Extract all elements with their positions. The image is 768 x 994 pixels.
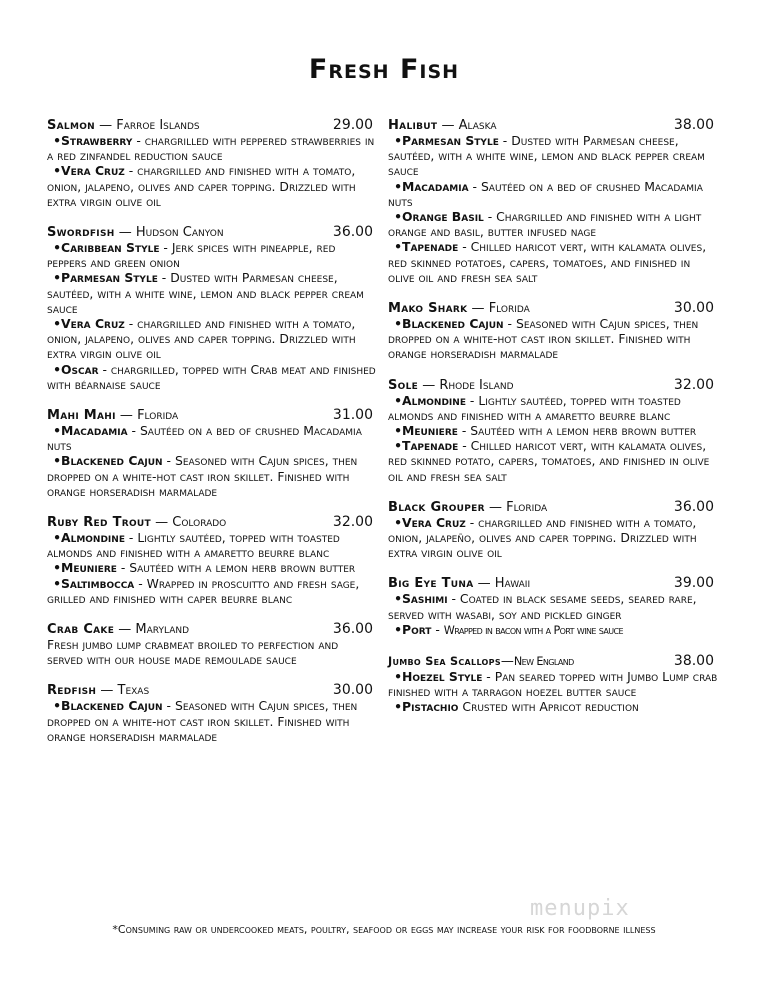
preparation-name: Oscar xyxy=(61,361,99,377)
preparation-description: Sautéed on a bed of crushed Macadamia nuts xyxy=(388,178,703,209)
menu-item-title xyxy=(388,378,514,393)
preparation-description: Seasoned with Cajun spices, then dropped on a white-hot cast iron skillet. Finished with orange horseradish marmalade xyxy=(388,316,699,362)
menu-item-crab-cake xyxy=(47,622,377,667)
menu-item-title xyxy=(47,225,224,240)
dash-separator: — xyxy=(467,301,489,317)
menu-item-price: 36.00 xyxy=(673,498,714,515)
preparation-description: chargrilled and finished with a tomato, onion, jalapeño, olives and caper topping. Drizzled with extra virgin olive oil xyxy=(388,514,697,561)
bullet-icon: • xyxy=(53,423,61,439)
bullet-icon: • xyxy=(394,316,402,332)
menu-item-origin: Farroe Islands xyxy=(116,118,200,133)
dash-separator: — xyxy=(96,683,118,699)
preparation-option-tapenade xyxy=(388,438,718,484)
dash-separator: — xyxy=(114,622,136,638)
bullet-icon: • xyxy=(394,669,402,685)
preparation-description: chargrilled, topped with Crab meat and finished with béarnaise sauce xyxy=(47,361,376,392)
preparation-option-sashimi xyxy=(388,591,718,621)
menu-item-name: Mako Shark xyxy=(388,301,468,317)
preparation-option-pistachio xyxy=(388,699,718,714)
preparation-option-strawberry xyxy=(47,133,377,163)
dash-separator: - xyxy=(124,163,138,179)
bullet-icon: • xyxy=(394,178,402,194)
preparation-name: Macadamia xyxy=(402,178,469,194)
preparation-option-port xyxy=(388,622,718,638)
preparation-name: Tapenade xyxy=(402,438,459,454)
preparation-name: Tapenade xyxy=(402,239,459,255)
menu-item-header xyxy=(47,683,377,698)
menu-item-origin: Florida xyxy=(137,408,179,424)
preparation-option-vera-cruz xyxy=(47,163,377,209)
preparation-description: Dusted with Parmesan cheese, sautéed, with a white wine, lemon and black pepper cream sauce xyxy=(388,133,705,179)
preparation-option-saltimbocca xyxy=(47,576,377,606)
menu-item-name: Ruby Red Trout xyxy=(47,515,151,531)
dash-separator: — xyxy=(418,377,440,393)
menu-item-halibut xyxy=(388,118,718,285)
preparation-description: chargrilled with peppered strawberries in a red zinfandel reduction sauce xyxy=(47,133,375,164)
menu-item-price: 32.00 xyxy=(332,514,373,531)
bullet-icon: • xyxy=(394,133,402,148)
preparation-name: Meuniere xyxy=(61,560,117,576)
preparation-option-oscar xyxy=(47,362,377,392)
bullet-icon: • xyxy=(53,361,61,377)
preparation-option-macadamia xyxy=(47,423,377,453)
menu-item-origin: Maryland xyxy=(135,622,190,638)
menu-item-origin: Texas xyxy=(117,683,150,699)
preparation-name: Sashimi xyxy=(402,591,448,607)
preparation-description: Jerk spices with pineapple, red peppers and green onion xyxy=(47,240,336,271)
bullet-icon: • xyxy=(394,438,402,454)
preparation-name: Orange Basil xyxy=(402,209,484,225)
bullet-icon: • xyxy=(53,316,61,332)
dash-separator: - xyxy=(159,240,172,256)
bullet-icon: • xyxy=(53,530,61,546)
dash-separator: - xyxy=(124,530,138,546)
preparation-name: Vera Cruz xyxy=(61,163,125,179)
dash-separator: - xyxy=(162,453,175,469)
menu-item-title xyxy=(388,118,497,133)
menu-item-black-grouper xyxy=(388,500,718,561)
preparation-option-meuniere xyxy=(47,560,377,575)
dash-separator: — xyxy=(473,576,495,592)
preparation-description: Seasoned with Cajun spices, then dropped on a white-hot cast iron skillet. Finished with orange horseradish marmalade xyxy=(47,453,358,499)
dash-separator: - xyxy=(468,178,481,194)
preparation-option-vera-cruz xyxy=(47,316,377,362)
dash-separator: - xyxy=(465,514,479,530)
dash-separator: - xyxy=(134,575,147,591)
preparation-description: Sautéed on a bed of crushed Macadamia nuts xyxy=(47,423,362,454)
menu-item-name: Crab Cake xyxy=(47,622,115,638)
menu-item-origin: Hudson Canyon xyxy=(135,225,224,241)
menu-item-header xyxy=(388,378,718,393)
dash-separator: — xyxy=(484,499,507,515)
menu-item-name: Big Eye Tuna xyxy=(388,576,474,592)
dash-separator: - xyxy=(157,270,171,286)
bullet-icon: • xyxy=(394,239,402,255)
page-title: Fresh Fish xyxy=(308,54,460,85)
preparation-name: Strawberry xyxy=(61,133,133,148)
menu-item-sole xyxy=(388,378,718,484)
preparation-option-vera-cruz xyxy=(388,515,718,561)
preparation-name: Caribbean Style xyxy=(61,240,160,256)
menu-item-title xyxy=(47,408,178,423)
menu-item-title xyxy=(47,683,149,698)
preparation-description: Crusted with Apricot reduction xyxy=(462,699,639,715)
preparation-name: Meuniere xyxy=(402,423,458,439)
menu-item-header xyxy=(388,500,718,515)
dash-separator: - xyxy=(458,239,471,255)
dash-separator: - xyxy=(498,133,512,148)
menu-item-price: 36.00 xyxy=(332,621,373,638)
preparation-description: chargrilled and finished with a tomato, onion, jalapeno, olives and caper topping. Drizzled with extra virgin olive oil xyxy=(47,316,356,362)
dash-separator: - xyxy=(127,423,140,439)
bullet-icon: • xyxy=(394,209,402,225)
dash-separator: - xyxy=(98,361,111,377)
menu-item-name: Jumbo Sea Scallops xyxy=(388,655,501,669)
dash-separator: — xyxy=(150,515,173,531)
menu-item-big-eye-tuna xyxy=(388,576,718,638)
preparation-name: Macadamia xyxy=(61,423,128,439)
dash-separator: - xyxy=(162,698,175,714)
menu-item-price: 31.00 xyxy=(332,407,373,424)
dash-separator: — xyxy=(115,408,138,424)
preparation-name: Almondine xyxy=(402,392,466,408)
menu-item-origin: Hawaii xyxy=(494,576,531,592)
preparation-option-almondine xyxy=(47,530,377,560)
dash-separator: — xyxy=(437,118,459,133)
preparation-option-macadamia xyxy=(388,179,718,209)
menu-item-header xyxy=(388,576,718,591)
preparation-option-caribbean-style xyxy=(47,240,377,270)
bullet-icon: • xyxy=(53,163,61,179)
bullet-icon: • xyxy=(53,240,61,256)
menu-item-title xyxy=(388,576,530,591)
preparation-name: Vera Cruz xyxy=(402,514,466,530)
menu-item-header xyxy=(388,118,718,133)
menu-item-origin: Florida xyxy=(488,301,530,317)
dash-separator: - xyxy=(465,392,479,408)
preparation-description: Lightly sautéed, topped with toasted almonds and finished with a amaretto beurre blanc xyxy=(47,530,340,561)
menu-item-price: 30.00 xyxy=(332,682,373,699)
menu-item-price: 38.00 xyxy=(673,117,714,133)
menu-item-price: 30.00 xyxy=(673,300,714,317)
preparation-name: Blackened Cajun xyxy=(402,316,504,332)
dash-separator: - xyxy=(482,669,495,685)
preparation-description: Wrapped in proscuitto and fresh sage, grilled and finished with caper beurre blanc xyxy=(47,575,360,606)
menu-item-title xyxy=(388,301,530,316)
preparation-option-tapenade xyxy=(388,239,718,285)
preparation-description: Chargrilled and finished with a light orange and basil, butter infused nage xyxy=(388,209,702,240)
preparation-option-blackened-cajun xyxy=(47,698,377,744)
preparation-option-orange-basil xyxy=(388,209,718,239)
preparation-option-parmesan-style xyxy=(47,270,377,316)
preparation-name: Saltimbocca xyxy=(61,575,135,591)
dash-separator: — xyxy=(500,654,514,670)
menu-item-name: Sole xyxy=(388,377,419,393)
preparation-name: Almondine xyxy=(61,530,125,546)
menu-item-price: 36.00 xyxy=(332,224,373,241)
preparation-description: Wrapped in bacon with a Port wine sauce xyxy=(443,623,623,637)
dash-separator: - xyxy=(447,591,460,607)
menu-item-title xyxy=(47,118,200,133)
menu-item-name: Black Grouper xyxy=(388,499,485,515)
preparation-description: Coated in black sesame seeds, seared rare, served with wasabi, soy and pickled ginger xyxy=(388,591,697,622)
menu-item-header xyxy=(47,118,377,133)
bullet-icon: • xyxy=(394,514,402,530)
menu-item-origin: Rhode Island xyxy=(439,377,514,393)
menu-item-swordfish xyxy=(47,225,377,392)
dash-separator: - xyxy=(503,316,516,332)
dash-separator: - xyxy=(457,423,471,439)
menu-item-origin: Florida xyxy=(506,499,548,515)
bullet-icon: • xyxy=(53,133,61,148)
dash-separator: — xyxy=(114,225,136,241)
menu-item-header xyxy=(388,654,718,669)
menu-item-price: 32.00 xyxy=(673,376,714,393)
preparation-description: Pan seared topped with Jumbo Lump crab finished with a tarragon hoezel butter sauce xyxy=(388,669,718,700)
bullet-icon: • xyxy=(394,392,402,408)
foodborne-illness-disclaimer: *Consuming raw or undercooked meats, poultry, seafood or eggs may increase your risk for foodborne illness xyxy=(112,923,656,936)
preparation-name: Blackened Cajun xyxy=(61,698,163,714)
preparation-option-blackened-cajun xyxy=(47,453,377,499)
preparation-option-meuniere xyxy=(388,423,718,438)
menu-item-jumbo-sea-scallops xyxy=(388,654,718,715)
menu-item-description: Fresh jumbo lump crabmeat broiled to perfection and served with our house made remoulade sauce xyxy=(47,637,339,668)
menu-item-origin: Alaska xyxy=(458,118,497,133)
bullet-icon: • xyxy=(53,575,61,591)
dash-separator: - xyxy=(132,133,145,148)
menu-item-header xyxy=(47,515,377,530)
menu-item-price: 39.00 xyxy=(673,575,714,592)
menu-item-title xyxy=(47,622,189,637)
menu-item-price: 38.00 xyxy=(673,653,714,670)
menu-item-redfish xyxy=(47,683,377,744)
menu-item-mako-shark xyxy=(388,301,718,362)
preparation-description: Sautéed with a lemon herb brown butter xyxy=(129,560,356,576)
menupix-watermark: menupix xyxy=(530,896,630,921)
menu-item-origin: Colorado xyxy=(172,515,227,531)
dash-separator: — xyxy=(95,118,117,133)
dash-separator: - xyxy=(483,209,497,225)
preparation-description: Chilled haricot vert, with kalamata olives, red skinned potatoes, capers, tomatoes, and finished in olive oil and fresh sea salt xyxy=(388,239,707,285)
bullet-icon: • xyxy=(394,699,402,715)
menu-item-ruby-red-trout xyxy=(47,515,377,606)
bullet-icon: • xyxy=(53,560,61,576)
dash-separator: - xyxy=(431,621,444,637)
dash-separator: - xyxy=(116,560,130,576)
preparation-option-parmesan-style xyxy=(388,133,718,179)
bullet-icon: • xyxy=(394,591,402,607)
dash-separator: - xyxy=(124,316,138,332)
menu-item-title xyxy=(47,515,226,530)
bullet-icon: • xyxy=(53,698,61,714)
menu-item-name: Redfish xyxy=(47,683,97,699)
bullet-icon: • xyxy=(394,423,402,439)
preparation-name: Parmesan Style xyxy=(61,270,158,286)
menu-item-name: Halibut xyxy=(388,118,438,133)
menu-item-salmon xyxy=(47,118,377,209)
menu-item-origin: New England xyxy=(513,655,574,669)
preparation-option-almondine xyxy=(388,393,718,423)
preparation-description: Sautéed with a lemon herb brown butter xyxy=(470,423,697,439)
preparation-description: chargrilled and finished with a tomato, onion, jalapeno, olives and caper topping. Drizzled with extra virgin olive oil xyxy=(47,163,356,209)
preparation-name: Pistachio xyxy=(402,699,459,715)
menu-item-name: Salmon xyxy=(47,118,96,133)
menu-item-title xyxy=(388,500,547,515)
preparation-name: Parmesan Style xyxy=(402,133,499,148)
preparation-description: Seasoned with Cajun spices, then dropped on a white-hot cast iron skillet. Finished with orange horseradish marmalade xyxy=(47,698,358,744)
preparation-option-blackened-cajun xyxy=(388,316,718,362)
preparation-description: Lightly sautéed, topped with toasted almonds and finished with a amaretto beurre blanc xyxy=(388,392,681,423)
menu-item-price: 29.00 xyxy=(332,117,373,133)
bullet-icon: • xyxy=(53,270,61,286)
dash-separator: - xyxy=(458,438,471,454)
right-column xyxy=(388,118,718,731)
preparation-option-hoezel-style xyxy=(388,669,718,699)
preparation-description: Chilled haricot vert, with kalamata olives, red skinned potato, capers, tomatoes, and finished in olive oil and fresh sea salt xyxy=(388,438,710,484)
menu-item-name: Swordfish xyxy=(47,225,115,241)
preparation-name: Blackened Cajun xyxy=(61,453,163,469)
preparation-name: Hoezel Style xyxy=(402,669,483,685)
preparation-description: Dusted with Parmesan cheese, sautéed, with a white wine, lemon and black pepper cream sauce xyxy=(47,270,364,316)
menu-item-title xyxy=(388,654,574,669)
left-column xyxy=(47,118,377,760)
menu-item-mahi-mahi xyxy=(47,408,377,499)
preparation-name: Vera Cruz xyxy=(61,316,125,332)
menu-item-header xyxy=(47,622,377,637)
bullet-icon: • xyxy=(394,621,402,637)
bullet-icon: • xyxy=(53,453,61,469)
menu-item-header xyxy=(47,225,377,240)
preparation-name: Port xyxy=(402,621,432,637)
menu-item-header xyxy=(388,301,718,316)
menu-item-header xyxy=(47,408,377,423)
menu-item-name: Mahi Mahi xyxy=(47,408,116,424)
